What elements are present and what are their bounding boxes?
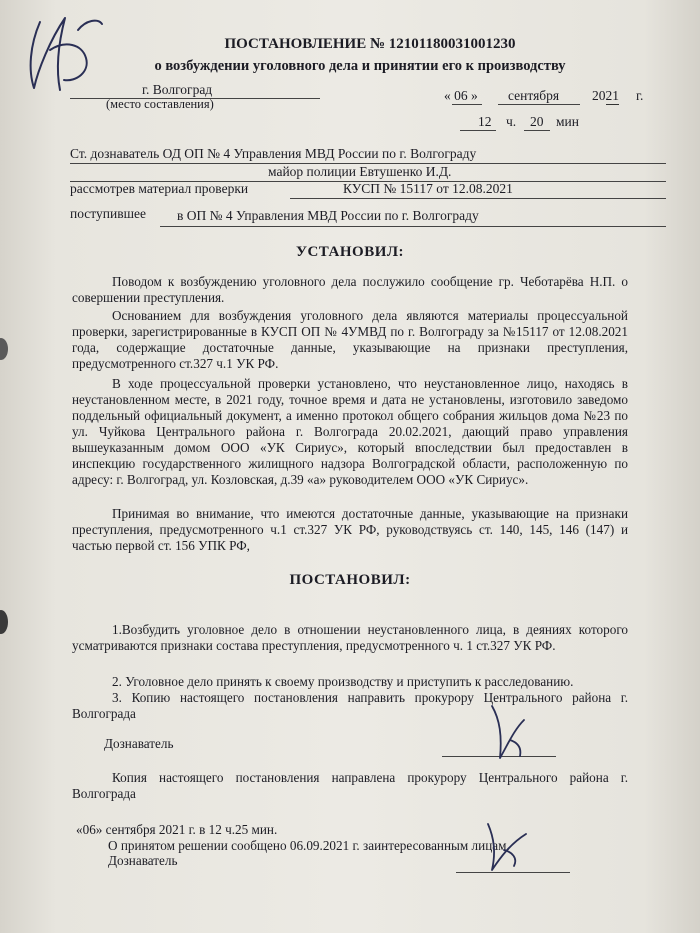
decision-3: 3. Копию настоящего постановления направить прокурору Центрального района г. Волгограда bbox=[72, 690, 628, 721]
time-minute-unit: мин bbox=[556, 114, 579, 129]
copy-note: Копия настоящего постановления направлена прокурору Центрального района г. Волгограда bbox=[72, 770, 628, 801]
document-title: ПОСТАНОВЛЕНИЕ № 12101180031001230 bbox=[224, 36, 516, 52]
footer-signer-label: Дознаватель bbox=[108, 853, 178, 868]
material-value: КУСП № 15117 от 12.08.2021 bbox=[343, 181, 513, 196]
date-month: сентября bbox=[508, 88, 560, 103]
officer-position: Ст. дознаватель ОД ОП № 4 Управления МВД России по г. Волгограду bbox=[70, 146, 477, 161]
time-hour: 12 bbox=[478, 114, 492, 129]
handwritten-approval-mark bbox=[20, 10, 110, 100]
date-year-unit: г. bbox=[636, 88, 644, 103]
material-label: рассмотрев материал проверки bbox=[70, 181, 249, 196]
date-year: 2021 bbox=[592, 88, 619, 103]
document-subtitle: о возбуждении уголовного дела и принятии его к производству bbox=[154, 58, 566, 74]
received-label: поступившее bbox=[70, 206, 146, 221]
punch-hole-top bbox=[0, 338, 8, 360]
punch-hole-bottom bbox=[0, 610, 8, 634]
informed-note: О принятом решении сообщено 06.09.2021 г. заинтересованным лицам. bbox=[108, 838, 510, 853]
section-decided: ПОСТАНОВИЛ: bbox=[289, 572, 411, 588]
section-established: УСТАНОВИЛ: bbox=[295, 244, 405, 260]
decision-1: 1.Возбудить уголовное дело в отношении неустановленного лица, в деяниях которого усматриваются признаки состава преступления, предусмотренного ч. 1 ст.327 УК РФ. bbox=[72, 622, 628, 653]
officer-name: майор полиции Евтушенко И.Д. bbox=[268, 164, 452, 179]
signer-label: Дознаватель bbox=[104, 736, 174, 751]
dispatch-date: «06» сентября 2021 г. в 12 ч.25 мин. bbox=[76, 822, 278, 837]
place-caption: (место составления) bbox=[106, 97, 214, 111]
paragraph-reason: Поводом к возбуждению уголовного дела послужило сообщение гр. Чеботарёва Н.П. о совершении преступления. bbox=[72, 274, 628, 305]
decision-2: 2. Уголовное дело принять к своему производству и приступить к расследованию. bbox=[112, 674, 574, 689]
paragraph-grounds: Основанием для возбуждения уголовного дела являются материалы процессуальной проверки, зарегистрированные в КУСП ОП № 4УМВД по г. Волгограду за №15117 от 12.08.2021 года, содержащие достаточные данные, указывающие на признаки преступления, предусмотренного ст.327 ч.1 УК РФ. bbox=[72, 308, 628, 371]
place-city: г. Волгоград bbox=[142, 82, 213, 97]
date-day: « 06 » bbox=[444, 88, 478, 103]
time-hour-unit: ч. bbox=[506, 114, 517, 129]
paragraph-legal-basis: Принимая во внимание, что имеются достаточные данные, указывающие на признаки преступления, предусмотренного ч.1 ст.327 УК РФ, руководствуясь ст. 140, 145, 146 (147) и частью первой ст. 156 УПК РФ, bbox=[72, 506, 628, 553]
footer-signature bbox=[470, 820, 540, 880]
received-value: в ОП № 4 Управления МВД России по г. Волгограду bbox=[177, 208, 479, 223]
investigator-signature bbox=[480, 700, 540, 770]
paragraph-facts: В ходе процессуальной проверки установлено, что неустановленное лицо, находясь в неустановленном месте, в 2021 году, точное время и дата не установлены, изготовило заведомо поддельный официальный документ, а именно протокол общего собрания жильцов дома №23 по ул. Чуйкова Центрального района г. Волгограда 20.02.2021, дающий право управления вышеуказанным домом ООО «УК Сириус», который впоследствии был предоставлен в инспекцию государственного жилищного надзора Волгоградской области, расположенную по адресу: г. Волгоград, ул. Козловская, д.39 «а» руководителем ООО «УК Сириус». bbox=[72, 376, 628, 487]
time-minute: 20 bbox=[530, 114, 544, 129]
